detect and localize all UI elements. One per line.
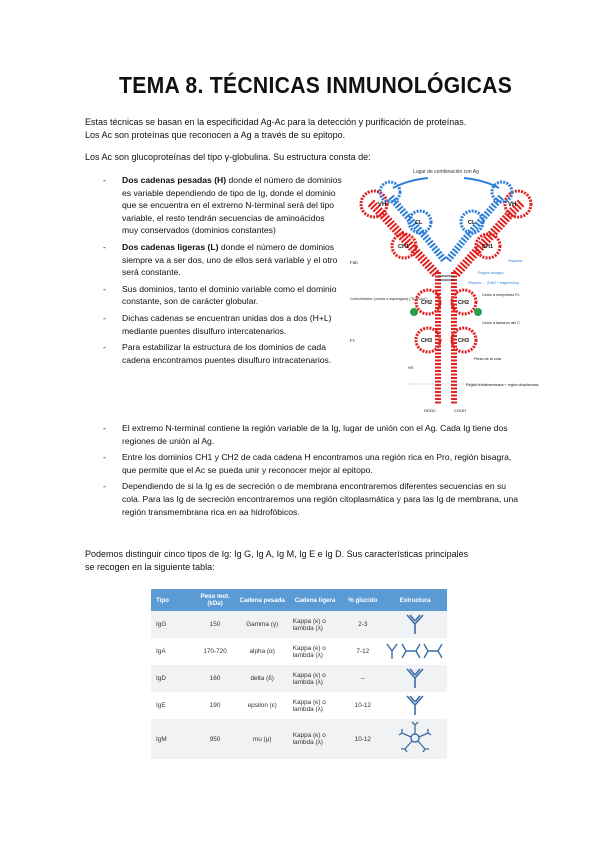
cell-estructura [383,611,447,638]
cell-ligera: Kappa (κ) o lambda (λ) [288,611,343,638]
cell-estructura [383,665,447,692]
cell-ligera: Kappa (κ) o lambda (λ) [288,665,343,692]
bullet-text: donde el número de dominios siempre va a ser dos, uno de ellos será variable y el otro será constante. [122,241,338,278]
cell-tipo: IgM [151,719,193,759]
label-cl-right: CL [468,220,476,226]
bullet-disulfide-intra: - Para estabilizar la estructura de los dominios de cada cadena encontramos puentes disulfuro intracatenarios. [103,342,332,365]
cell-glucido: 2-3 [342,611,383,638]
glycan-left [410,308,418,316]
col-header: Cadena pesada [237,589,288,611]
col-header: Cadena ligera [288,589,343,611]
bullet-text: El extremo N-terminal contiene la región variable de la Ig, lugar de unión con el Ag. Cada Ig tiene dos regiones de unión al Ag. [122,423,508,446]
igm-pentamer-icon [398,721,432,755]
label-complement: Unión a factores del C' [482,321,521,325]
label-pepsina: Pepsina → (Fab2 + fragmentos) [468,281,520,285]
label-vh-right: VH [508,202,517,208]
bullet-heavy-chains: - Dos cadenas pesadas (H) donde el número de dominios es variable dependiendo de tipo de Ig, donde el dominio que se encuentra en el extremo N-terminal será del tipo variable, el resto tendrán secuencias de aminoácidos muy conservados (dominios constantes) [103,175,342,236]
label-ch1-left: CH1 [398,244,410,250]
cell-peso: 950 [193,719,236,759]
ige-monomer-icon [403,693,427,717]
label-ch2-left: CH2 [421,300,433,306]
bullet-list-bottom [103,422,523,522]
label-ch3-left: CH3 [421,338,433,344]
types-intro-line-2: se recogen en la siguiente tabla: [85,562,215,572]
label-tail: Pieza de la cola [474,357,501,361]
structure-intro: Los Ac son glucoproteínas del tipo γ-globulina. Su estructura consta de: [85,152,371,162]
label-vh-left: VH [378,202,387,208]
table-row [151,611,447,638]
iga-dimer-icon [386,641,444,661]
label-ch3-right: CH3 [458,338,470,344]
glycan-right [474,308,482,316]
bullet-light-chains: - Dos cadenas ligeras (L) donde el número de dominios siempre va a ser dos, uno de ellos será variable y el otro será constante. [103,241,338,278]
types-intro [85,548,525,574]
label-cl-left: CL [415,220,423,226]
cell-glucido: 10-12 [342,719,383,759]
cell-glucido: 7-12 [342,638,383,665]
cell-pesada: epsilon (ε) [237,692,288,719]
bullet-bold: Dos cadenas pesadas (H) [122,175,227,185]
col-header: Peso mol. (kDa) [193,589,236,611]
label-ch1-right: CH1 [482,244,494,250]
bullet-domains: - Sus dominios, tanto el dominio variable como el dominio constante, son de carácter globular. [103,283,337,307]
label-cooh: COOH [454,408,466,413]
col-header: Tipo [151,589,193,611]
bullet-text: Para estabilizar la estructura de los dominios de cada cadena encontramos puentes disulfuro intracatenarios. [122,342,332,365]
immunoglobulin-table [151,589,447,759]
intro-line-2: Los Ac son proteínas que reconocen a Ag a través de su epitopo. [85,130,346,140]
label-transmem: Región transmembrana + región citoplasmica [466,383,539,387]
label-hooc: HOOC [424,408,436,413]
antibody-structure-diagram [348,164,544,414]
table-header-row [151,589,447,611]
page-title: TEMA 8. TÉCNICAS INMUNOLÓGICAS [119,72,513,98]
table-row [151,665,447,692]
bullet-n-terminal: - El extremo N-terminal contiene la región variable de la Ig, lugar de unión con el Ag. Cada Ig tiene dos regiones de unión al Ag. [103,423,508,446]
intro-line-1: Estas técnicas se basan en la especificidad Ag-Ac para la detección y purificación de proteínas. [85,117,467,127]
table-row [151,719,447,759]
cell-ligera: Kappa (κ) o lambda (λ) [288,638,343,665]
bullet-disulfide-inter: - Dichas cadenas se encuentran unidas dos a dos (H+L) mediante puentes disulfuro intercatenarios. [103,312,332,336]
cell-pesada: delta (δ) [237,665,288,692]
cell-tipo: IgA [151,638,193,665]
label-hs: HS [408,365,414,370]
cell-tipo: IgD [151,665,193,692]
cell-tipo: IgE [151,692,193,719]
col-header: Estructura [383,589,447,611]
types-intro-line-1: Podemos distinguir cinco tipos de Ig: Ig G, Ig A, Ig M, Ig E e Ig D. Sus características principales [85,549,469,559]
cell-ligera: Kappa (κ) o lambda (λ) [288,719,343,759]
col-header: % glúcido [342,589,383,611]
cell-tipo: IgG [151,611,193,638]
label-papaina: Papaína [508,259,523,263]
label-vl-left: VL [384,190,392,196]
cell-peso: 190 [193,692,236,719]
table-row [151,638,447,665]
bullet-hinge-region: - Entre los dominios CH1 y CH2 de cada cadena H encontramos una región rica en Pro, región bisagra, que permite que el Ac se pueda unir y reconocer mejor al epitopo. [103,452,512,475]
bullet-text: Entre los dominios CH1 y CH2 de cada cadena H encontramos una región rica en Pro, región bisagra, que permite que el Ac se pueda unir y reconocer mejor al epitopo. [122,452,512,475]
cell-estructura [383,719,447,759]
label-fab: Fab [350,260,358,265]
cell-pesada: mu (μ) [237,719,288,759]
cell-peso: 160 [193,665,236,692]
cell-glucido: -- [342,665,383,692]
bullet-list-top [103,174,343,370]
diagram-label-top: Lugar de combinación con Ag [413,169,479,175]
bullet-text: Dependiendo de si la Ig es de secreción o de membrana encontraremos diferentes secuencias en su cola. Para las Ig de secreción encontraremos una región citoplasmática y para las Ig de membrana, una región transmembrana rica en aa hidrofóbicos. [122,481,519,517]
bullet-bold: Dos cadenas ligeras (L) [122,241,219,252]
bullet-tail-sequences: - Dependiendo de si la Ig es de secreción o de membrana encontraremos diferentes secuencias en su cola. Para las Ig de secreción encontraremos una región citoplasmática y para las Ig de membrana, una región transmembrana rica en aa hidrofóbicos. [103,481,519,517]
bullet-text: Sus dominios, tanto el dominio variable como el dominio constante, son de carácter globular. [122,283,337,307]
cell-pesada: Gamma (γ) [237,611,288,638]
label-ch2-right: CH2 [458,300,470,306]
bullet-text: Dichas cadenas se encuentran unidas dos a dos (H+L) mediante puentes disulfuro intercatenarios. [122,312,332,336]
igd-monomer-icon [403,666,427,690]
table-row [151,692,447,719]
label-fc: Fc [350,338,355,343]
label-vl-right: VL [497,190,505,196]
cell-estructura [383,638,447,665]
cell-estructura [383,692,447,719]
bullet-text: donde el número de dominios es variable dependiendo de tipo de Ig, donde el dominio que se encuentra en el extremo N-terminal será del tipo variable, el resto tendrán secuencias de aminoácidos muy conservados (dominios constantes) [122,175,342,236]
label-hinge: Región bisagra [478,271,504,275]
cell-peso: 170-720 [193,638,236,665]
cell-ligera: Kappa (κ) o lambda (λ) [288,692,343,719]
igg-monomer-icon [403,612,427,636]
cell-peso: 150 [193,611,236,638]
cell-glucido: 10-12 [342,692,383,719]
label-fc-receptor: Unión a receptores Fc [482,293,520,297]
cell-pesada: alpha (α) [237,638,288,665]
intro-paragraph [85,116,515,142]
label-carbs: Carbohidratos (unidos a asparagina) ("N-linked") [350,297,428,301]
